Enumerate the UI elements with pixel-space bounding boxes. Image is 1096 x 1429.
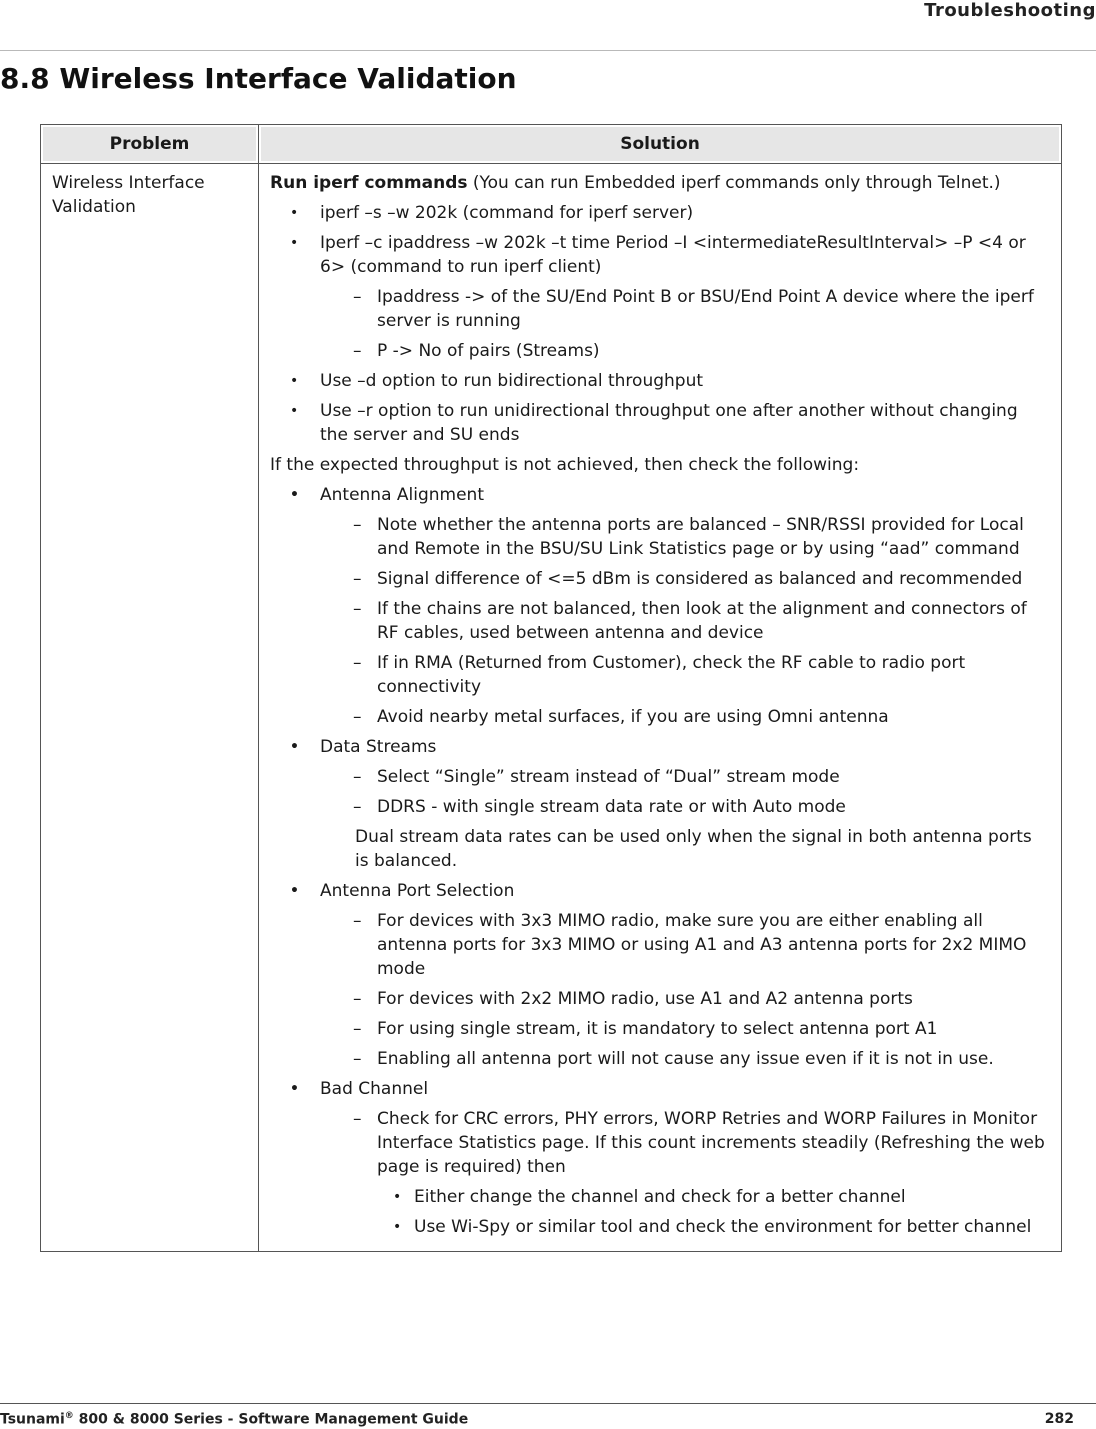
solution-column-header: Solution — [259, 125, 1062, 164]
list-item: – For devices with 3x3 MIMO radio, make sure you are either enabling all antenna ports for 3x3 MIMO or using A1 and A3 antenna ports for 2x2 MIMO mode — [320, 909, 1049, 981]
footer-guide-title — [0, 1411, 468, 1428]
section-title: 8.8 Wireless Interface Validation — [0, 62, 517, 95]
check-intro: If the expected throughput is not achieved, then check the following: — [270, 455, 860, 475]
list-item: – Ipaddress -> of the SU/End Point B or BSU/End Point A device where the iperf server is running — [320, 285, 1049, 333]
list-item: – For using single stream, it is mandatory to select antenna port A1 — [320, 1017, 1049, 1041]
registered-mark: ® — [64, 1411, 74, 1421]
table-header-row — [41, 125, 1062, 164]
antenna-port-selection-list — [320, 909, 1049, 1071]
bad-channel-title: Bad Channel — [320, 1079, 429, 1099]
footer-guide-name: 800 & 8000 Series - Software Management Guide — [73, 1411, 469, 1428]
antenna-port-selection-title: Antenna Port Selection — [320, 881, 515, 901]
footer-brand: Tsunami — [0, 1411, 65, 1428]
antenna-alignment-title: Antenna Alignment — [320, 485, 484, 505]
list-item: – Select “Single” stream instead of “Dual” stream mode — [320, 765, 1049, 789]
list-item: • iperf –s –w 202k (command for iperf server) — [270, 201, 1049, 225]
list-item — [320, 1107, 1049, 1239]
list-item: • Use –r option to run unidirectional throughput one after another without changing the server and SU ends — [270, 399, 1049, 447]
bad-channel-sub-list — [377, 1185, 1049, 1239]
footer-rule — [0, 1403, 1096, 1404]
list-item: – Enabling all antenna port will not cause any issue even if it is not in use. — [320, 1047, 1049, 1071]
antenna-alignment-list — [320, 513, 1049, 729]
iperf-sub-list — [320, 285, 1049, 363]
antenna-alignment-item — [270, 483, 1049, 729]
data-streams-item — [270, 735, 1049, 873]
list-item: • Use –d option to run bidirectional throughput — [270, 369, 1049, 393]
header-rule — [0, 50, 1096, 51]
bad-channel-item — [270, 1077, 1049, 1239]
bad-channel-list — [320, 1107, 1049, 1239]
iperf-lead-bold: Run iperf commands — [270, 173, 468, 193]
problem-cell: Wireless Interface Validation — [41, 164, 259, 1252]
iperf-bullet-list — [270, 201, 1049, 447]
list-item: – If in RMA (Returned from Customer), check the RF cable to radio port connectivity — [320, 651, 1049, 699]
page-number: 282 — [1044, 1411, 1074, 1427]
list-item: • Either change the channel and check for a better channel — [377, 1185, 1049, 1209]
running-header: Troubleshooting — [924, 0, 1096, 21]
iperf-intro — [270, 171, 1049, 195]
iperf-client-text: Iperf –c ipaddress –w 202k –t time Period –I <intermediateResultInterval> –P <4 or 6> (command to run iperf client) — [320, 233, 1026, 277]
list-item: – P -> No of pairs (Streams) — [320, 339, 1049, 363]
solution-cell — [259, 164, 1062, 1252]
list-item: – For devices with 2x2 MIMO radio, use A1 and A2 antenna ports — [320, 987, 1049, 1011]
troubleshooting-table — [40, 124, 1062, 1252]
list-item — [270, 231, 1049, 363]
data-streams-title: Data Streams — [320, 737, 437, 757]
list-item: – Signal difference of <=5 dBm is considered as balanced and recommended — [320, 567, 1049, 591]
iperf-lead-rest: (You can run Embedded iperf commands only through Telnet.) — [467, 173, 1001, 193]
list-item: – Avoid nearby metal surfaces, if you are using Omni antenna — [320, 705, 1049, 729]
data-streams-note: Dual stream data rates can be used only when the signal in both antenna ports is balanced. — [355, 827, 1032, 871]
list-item: – Note whether the antenna ports are balanced – SNR/RSSI provided for Local and Remote in the BSU/SU Link Statistics page or by using “aad” command — [320, 513, 1049, 561]
bad-channel-text: Check for CRC errors, PHY errors, WORP Retries and WORP Failures in Monitor Interface Statistics page. If this count increments steadily (Refreshing the web page is required) then — [377, 1109, 1045, 1177]
list-item: • Use Wi-Spy or similar tool and check the environment for better channel — [377, 1215, 1049, 1239]
antenna-port-selection-item — [270, 879, 1049, 1071]
check-list — [270, 483, 1049, 1239]
list-item: – If the chains are not balanced, then look at the alignment and connectors of RF cables, used between antenna and device — [320, 597, 1049, 645]
problem-column-header: Problem — [41, 125, 259, 164]
data-streams-list — [320, 765, 1049, 819]
list-item: – DDRS - with single stream data rate or with Auto mode — [320, 795, 1049, 819]
table-row — [41, 164, 1062, 1252]
